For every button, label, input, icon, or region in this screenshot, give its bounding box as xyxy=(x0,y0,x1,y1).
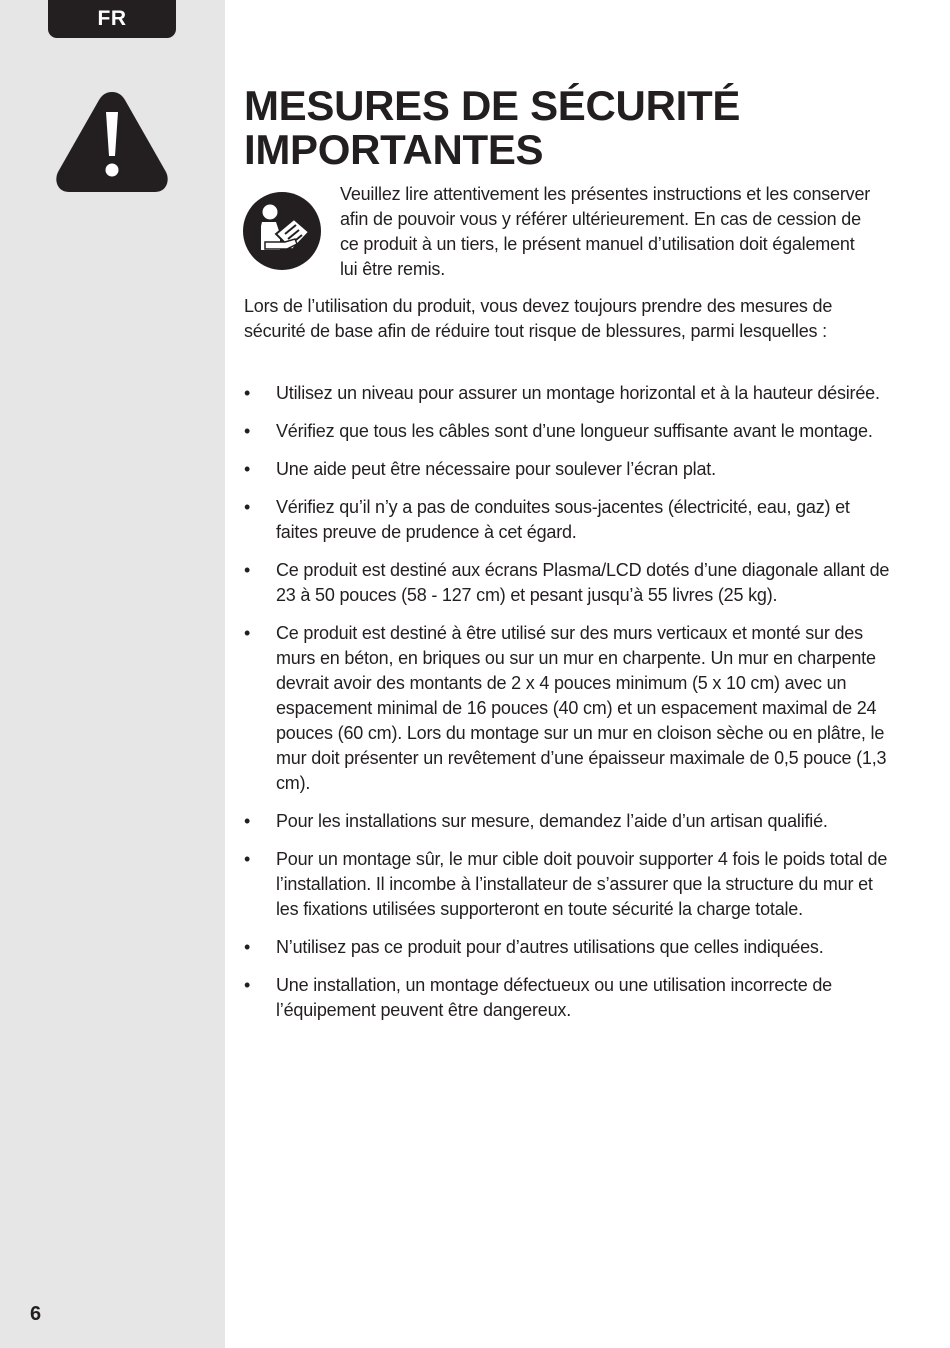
title-line-1: MESURES DE SÉCURITÉ xyxy=(244,82,741,129)
bullet-mark: • xyxy=(244,497,251,517)
language-tab: FR xyxy=(48,0,176,38)
list-item xyxy=(244,809,894,834)
bullet-mark: • xyxy=(244,849,251,869)
lead-paragraph: Lors de l’utilisation du produit, vous devez toujours prendre des mesures de sécurité de base afin de réduire tout risque de blessures, parmi lesquelles : xyxy=(244,296,833,341)
bullet-mark: • xyxy=(244,937,251,957)
safety-list xyxy=(244,381,894,1036)
list-item-text: N’utilisez pas ce produit pour d’autres utilisations que celles indiquées. xyxy=(276,937,824,957)
list-item-text: Pour les installations sur mesure, demandez l’aide d’un artisan qualifié. xyxy=(276,811,828,831)
warning-triangle-icon xyxy=(53,88,171,196)
list-item xyxy=(244,558,894,608)
bullet-mark: • xyxy=(244,560,251,580)
list-item xyxy=(244,381,894,406)
list-item-text: Vérifiez que tous les câbles sont d’une longueur suffisante avant le montage. xyxy=(276,421,873,441)
bullet-mark: • xyxy=(244,811,251,831)
list-item-text: Ce produit est destiné à être utilisé sur des murs verticaux et monté sur des murs en béton, en briques ou sur un mur en charpente. Un mur en charpente devrait avoir des montants de 2 x 4 pouces minimum (5 x 10 cm) avec un espacement minimal de 16 pouces (40 cm) et un espacement maximal de 24 pouces (60 cm). Lors du montage sur un mur en cloison sèche ou en plâtre, le mur doit présenter un revêtement d’une épaisseur maximale de 0,5 pouce (1,3 cm). xyxy=(276,623,887,793)
bullet-mark: • xyxy=(244,975,251,995)
list-item xyxy=(244,973,894,1023)
list-item xyxy=(244,621,894,796)
list-item-text: Utilisez un niveau pour assurer un montage horizontal et à la hauteur désirée. xyxy=(276,383,880,403)
list-item-text: Une installation, un montage défectueux ou une utilisation incorrecte de l’équipement peuvent être dangereux. xyxy=(276,975,832,1020)
page-title xyxy=(244,84,740,172)
read-manual-icon xyxy=(243,192,321,270)
bullet-mark: • xyxy=(244,421,251,441)
list-item-text: Une aide peut être nécessaire pour soulever l’écran plat. xyxy=(276,459,716,479)
list-item-text: Vérifiez qu’il n’y a pas de conduites sous-jacentes (électricité, eau, gaz) et faites preuve de prudence à cet égard. xyxy=(276,497,850,542)
page-number: 6 xyxy=(30,1303,42,1325)
bullet-mark: • xyxy=(244,623,251,643)
list-item xyxy=(244,419,894,444)
list-item xyxy=(244,935,894,960)
sidebar xyxy=(0,0,225,1348)
list-item xyxy=(244,457,894,482)
intro-paragraph: Veuillez lire attentivement les présentes instructions et les conserver afin de pouvoir vous y référer ultérieurement. En cas de cession de ce produit à un tiers, le présent manuel d’utilisation doit également lui être remis. xyxy=(340,184,871,279)
list-item-text: Ce produit est destiné aux écrans Plasma/LCD dotés d’une diagonale allant de 23 à 50 pouces (58 - 127 cm) et pesant jusqu’à 55 livres (25 kg). xyxy=(276,560,890,605)
list-item-text: Pour un montage sûr, le mur cible doit pouvoir supporter 4 fois le poids total de l’installation. Il incombe à l’installateur de s’assurer que la structure du mur et les fixations utilisées supporteront en toute sécurité la charge totale. xyxy=(276,849,888,919)
bullet-mark: • xyxy=(244,383,251,403)
bullet-mark: • xyxy=(244,459,251,479)
list-item xyxy=(244,847,894,922)
title-line-2: IMPORTANTES xyxy=(244,126,544,173)
list-item xyxy=(244,495,894,545)
